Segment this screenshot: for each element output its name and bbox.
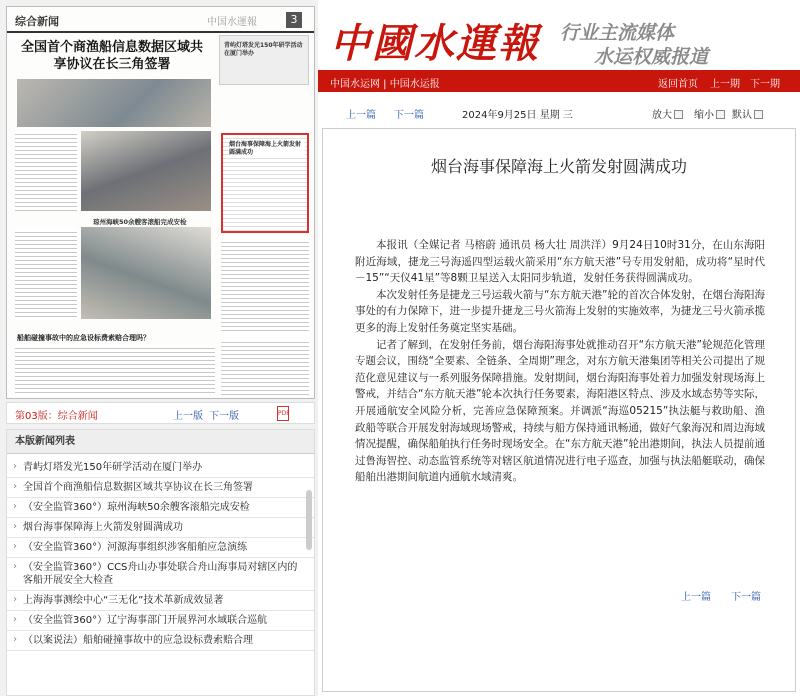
thumbnail-photo xyxy=(81,227,211,319)
zoom-in-label: 放大 xyxy=(652,110,672,121)
thumbnail-side-story-title: 青屿灯塔发光150年研学活动在厦门举办 xyxy=(224,42,303,57)
thumbnail-photo xyxy=(81,131,211,211)
issue-date: 2024年9月25日 星期 三 xyxy=(462,110,573,121)
prev-page-link[interactable]: 上一版 xyxy=(173,411,203,422)
news-list-panel xyxy=(6,429,315,696)
thumbnail-bottom-headline[interactable]: 船舶碰撞事故中的应急设标费索赔合理吗？ xyxy=(17,334,150,342)
article-body xyxy=(355,237,765,486)
site-logo[interactable]: 中國水運報 xyxy=(330,20,540,67)
thumbnail-text-column xyxy=(15,131,77,211)
thumbnail-side-story[interactable] xyxy=(219,35,309,85)
news-list-item[interactable]: › （安全监管360°）琼州海峡50余艘客滚船完成安检 xyxy=(7,498,314,518)
next-issue-link[interactable]: 下一期 xyxy=(750,79,780,90)
right-panel xyxy=(318,0,800,696)
page-nav-bar xyxy=(6,402,315,424)
thumbnail-text-column xyxy=(15,345,215,395)
article-container xyxy=(322,128,796,692)
plus-icon xyxy=(674,110,683,119)
reset-icon xyxy=(754,110,763,119)
article-title: 烟台海事保障海上火箭发射圆满成功 xyxy=(430,157,687,176)
slogan-line-2: 水运权威报道 xyxy=(594,46,709,68)
article-paragraph: 本次发射任务是捷龙三号运载火箭与“东方航天港”轮的首次合体发射，在烟台海阳海事处的有力保障下，进一步提升捷龙三号火箭海上发射的实施效率，为捷龙三号火箭承揽更多的海上发射任务奠定坚实基础。 xyxy=(355,288,765,334)
left-panel xyxy=(0,0,318,696)
news-list-item[interactable]: › 全国首个商渔船信息数据区域共享协议在长三角签署 xyxy=(7,478,314,498)
zoom-out-label: 缩小 xyxy=(694,110,714,121)
page-name: 第03版：综合新闻 xyxy=(15,411,98,422)
news-list xyxy=(7,458,314,651)
news-list-item[interactable]: › （安全监管360°）辽宁海事部门开展界河水域联合巡航 xyxy=(7,611,314,631)
thumbnail-photo-caption: 琼州海峡50余艘客滚船完成安检 xyxy=(93,218,187,226)
default-size-button[interactable] xyxy=(732,106,763,121)
minus-icon xyxy=(716,110,725,119)
news-list-item[interactable]: › 烟台海事保障海上火箭发射圆满成功 xyxy=(7,518,314,538)
zoom-out-button[interactable] xyxy=(694,106,725,121)
slogan-line-1: 行业主流媒体 xyxy=(560,22,675,44)
zoom-in-button[interactable] xyxy=(652,106,683,121)
thumbnail-section-label: 综合新闻 xyxy=(15,15,59,28)
thumbnail-page-number: 3 xyxy=(286,12,302,28)
prev-issue-link[interactable]: 上一期 xyxy=(710,79,740,90)
thumbnail-headline[interactable]: 全国首个商渔船信息数据区域共享协议在长三角签署 xyxy=(20,40,203,72)
news-list-item[interactable]: › 青屿灯塔发光150年研学活动在厦门举办 xyxy=(7,458,314,478)
article-next-link[interactable]: 下一篇 xyxy=(731,592,761,603)
news-list-item[interactable]: › 上海海事测绘中心“三无化”技术革新成效显著 xyxy=(7,591,314,611)
news-list-title: 本版新闻列表 xyxy=(7,430,314,454)
news-list-item[interactable]: › （安全监管360°）CCS舟山办事处联合舟山海事局对辖区内的客船开展安全大检查 xyxy=(7,558,314,591)
thumbnail-highlight-title: 烟台海事保障海上火箭发射圆满成功 xyxy=(229,141,305,157)
site-banner xyxy=(318,0,800,70)
article-prev-link[interactable]: 上一篇 xyxy=(681,592,711,603)
thumbnail-text-column xyxy=(221,339,309,395)
next-page-link[interactable]: 下一版 xyxy=(209,411,239,422)
newspaper-page-thumbnail[interactable] xyxy=(6,6,315,399)
thumbnail-text-column xyxy=(221,239,309,334)
thumbnail-photo xyxy=(17,79,211,127)
news-list-item[interactable]: › （以案说法）船舶碰撞事故中的应急设标费索赔合理 xyxy=(7,631,314,651)
thumbnail-header xyxy=(7,7,314,33)
thumbnail-highlight-box[interactable] xyxy=(221,133,309,233)
news-list-item[interactable]: › （安全监管360°）河源海事组织涉客船舶应急演练 xyxy=(7,538,314,558)
next-article-link[interactable]: 下一篇 xyxy=(394,110,424,121)
home-link[interactable]: 返回首页 xyxy=(658,79,698,90)
default-size-label: 默认 xyxy=(732,110,752,121)
article-toolbar xyxy=(318,104,800,124)
article-paragraph: 记者了解到，在发射任务前，烟台海阳海事处就推动召开“东方航天港”轮规范化管理专题会议，围绕“全要素、全链条、全周期”理念，对东方航天港集团等相关公司提出了规范化意见建议与一系列服务保障措施。发射期间，烟台海阳海事处着力加强发射现场海上警戒，并结合“东方航天港”轮本次执行任务要素，海阳港区特点、涉及水域态势等实际，开展通航安全风险分析，完善应急保障预案。并调派“海巡05215”执法艇与救助船、渔政船等联合开展发射海域现场警戒，持续与船方保持通讯畅通，做好气象海况和周边海域情况提醒，确保船舶执行任务时现场安全。在“东方航天港”轮出港期间，执法人员提前通过鲁海智控、动态监管系统等对辖区航道情况进行电子巡查，加强与执法船艇联动，确保船舶出港期间航道内通航水域清爽。 xyxy=(355,338,765,484)
prev-article-link[interactable]: 上一篇 xyxy=(346,110,376,121)
top-nav-bar xyxy=(318,70,800,92)
thumbnail-masthead: 中国水運報 xyxy=(207,17,257,28)
pdf-icon[interactable]: PDF xyxy=(277,406,289,421)
thumbnail-text-column xyxy=(15,229,77,319)
news-list-scrollbar[interactable] xyxy=(306,490,312,550)
article-paragraph: 本报讯（全媒记者 马榕蔚 通讯员 杨大壮 周洪洋）9月24日10时31分，在山东海阳附近海域，捷龙三号海遥四型运载火箭采用“东方航天港”号专用发射船，成功将“星时代－15”“天仪41星”等8颗卫星送入太阳同步轨道，发射任务获得圆满成功。 xyxy=(355,239,765,285)
site-links[interactable]: 中国水运网 | 中国水运报 xyxy=(330,79,440,90)
